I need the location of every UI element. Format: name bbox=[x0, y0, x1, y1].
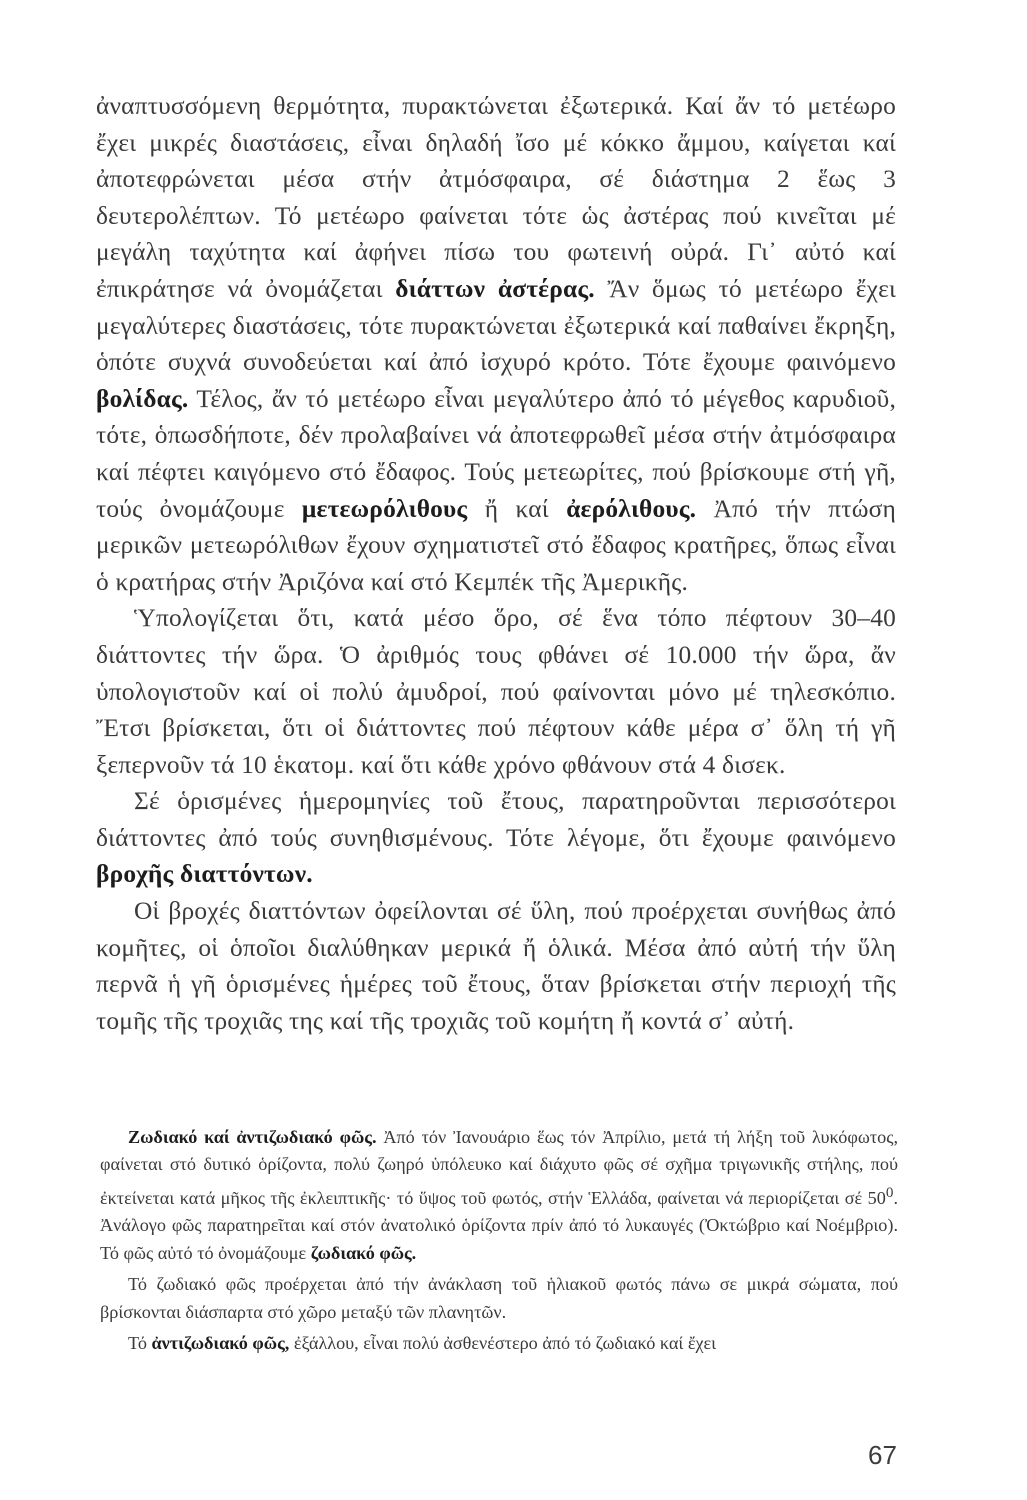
term-zodiacal-light: ζωδιακό φῶς. bbox=[310, 1242, 417, 1263]
small-print-section bbox=[100, 1124, 898, 1357]
term-shooting-star: διάττων ἀστέρας. bbox=[395, 274, 595, 303]
term-meteorites: μετεωρόλιθους bbox=[301, 494, 468, 523]
paragraph-meteor-showers: Σέ ὁρισμένες ἡμερομηνίες τοῦ ἔτους, παρατηροῦνται περισσότεροι διάττοντες ἀπό τούς συνηθισμένους. Τότε λέγομε, ὅτι ἔχουμε φαινόμενο βροχῆς διαττόντων. bbox=[96, 787, 896, 889]
term-gegenschein: ἀντιζωδιακό φῶς, bbox=[151, 1332, 290, 1353]
term-fireball: βολίδας. bbox=[96, 384, 189, 413]
term-meteor-shower: βροχῆς διαττόντων. bbox=[96, 860, 313, 889]
paragraph-gegenschein: Τό ἀντιζωδιακό φῶς, ἐξάλλου, εἶναι πολύ ἀσθενέστερο ἀπό τό ζωδιακό καί ἔχει bbox=[128, 1332, 717, 1353]
paragraph-zodiacal-origin: Τό ζωδιακό φῶς προέρχεται ἀπό τήν ἀνάκλαση τοῦ ἡλιακοῦ φωτός πάνω σε μικρά σώματα, πού βρίσκονται διάσπαρτα στό χῶρο μεταξύ τῶν πλανητῶν. bbox=[100, 1274, 898, 1322]
term-aerolites: ἀερόλιθους. bbox=[566, 494, 697, 523]
section-heading-zodiacal-light: Ζωδιακό καί ἀντιζωδιακό φῶς. bbox=[128, 1127, 377, 1147]
paragraph-zodiacal-light: Ζωδιακό καί ἀντιζωδιακό φῶς. Ἀπό τόν Ἰανουάριο ἕως τόν Ἀπρίλιο, μετά τή λήξη τοῦ λυκόφωτος, φαίνεται στό δυτικό ὁρίζοντα, πολύ ζωηρό ὑπόλευκο καί διάχυτο φῶς σέ σχῆμα τριγωνικῆς στήλης, πού ἐκτείνεται κατά μῆκος τῆς ἐκλειπτικῆς· τό ὕψος τοῦ φωτός, στήν Ἑλλάδα, φαίνεται νά περιορίζεται σέ $50^0$. Ἀνάλογο φῶς παρατηρεῖται καί στόν ἀνατολικό ὁρίζοντα πρίν ἀπό τό λυκαυγές (Ὀκτώβριο καί Νοέμβριο). Τό φῶς αὐτό τό ὀνομάζουμε ζωδιακό φῶς. bbox=[100, 1127, 898, 1263]
paragraph-shower-origin: Οἱ βροχές διαττόντων ὀφείλονται σέ ὕλη, πού προέρχεται συνήθως ἀπό κομῆτες, οἱ ὁποῖοι διαλύθηκαν μερικά ἤ ὁλικά. Μέσα ἀπό αὐτή τήν ὕλη περνᾶ ἡ γῆ ὁρισμένες ἡμέρες τοῦ ἔτους, ὅταν βρίσκεται στήν περιοχή τῆς τομῆς τῆς τροχιᾶς της καί τῆς τροχιᾶς τοῦ κομήτη ἤ κοντά σ᾿ αὐτή. bbox=[96, 897, 896, 1035]
page-number: 67 bbox=[868, 1440, 897, 1470]
paragraph-meteor-rate: Ὑπολογίζεται ὅτι, κατά μέσο ὅρο, σέ ἕνα τόπο πέφτουν 30–40 διάττοντες τήν ὥρα. Ὁ ἀριθμός τους φθάνει σέ 10.000 τήν ὥρα, ἄν ὑπολογιστοῦν καί οἱ πολύ ἀμυδροί, πού φαίνονται μόνο μέ τηλεσκόπιο. Ἔτσι βρίσκεται, ὅτι οἱ διάττοντες πού πέφτουν κάθε μέρα σ᾿ ὅλη τή γῆ ξεπερνοῦν τά 10 ἑκατομ. καί ὅτι κάθε χρόνο φθάνουν στά 4 δισεκ. bbox=[96, 604, 896, 779]
main-text bbox=[96, 88, 896, 1039]
paragraph-meteors: ἀναπτυσσόμενη θερμότητα, πυρακτώνεται ἐξωτερικά. Καί ἄν τό μετέωρο ἔχει μικρές διαστάσεις, εἶναι δηλαδή ἴσο μέ κόκκο ἄμμου, καίγεται καί ἀποτεφρώνεται μέσα στήν ἀτμόσφαιρα, σέ διάστημα 2 ἕως 3 δευτερολέπτων. Τό μετέωρο φαίνεται τότε ὡς ἀστέρας πού κινεῖται μέ μεγάλη ταχύτητα καί ἀφήνει πίσω του φωτεινή οὐρά. Γι᾿ αὐτό καί ἐπικράτησε νά ὀνομάζεται διάττων ἀστέρας. Ἄν ὅμως τό μετέωρο ἔχει μεγαλύτερες διαστάσεις, τότε πυρακτώνεται ἐξωτερικά καί παθαίνει ἔκρηξη, ὁπότε συχνά συνοδεύεται καί ἀπό ἰσχυρό κρότο. Τότε ἔχουμε φαινόμενο βολίδας. Τέλος, ἄν τό μετέωρο εἶναι μεγαλύτερο ἀπό τό μέγεθος καρυδιοῦ, τότε, ὁπωσδήποτε, δέν προλαβαίνει νά ἀποτεφρωθεῖ μέσα στήν ἀτμόσφαιρα καί πέφτει καιγόμενο στό ἔδαφος. Τούς μετεωρίτες, πού βρίσκουμε στή γῆ, τούς ὀνομάζουμε μετεωρόλιθους ἤ καί ἀερόλιθους. Ἀπό τήν πτώση μερικῶν μετεωρόλιθων ἔχουν σχηματιστεῖ στό ἔδαφος κρατῆρες, ὅπως εἶναι ὁ κρατήρας στήν Ἀριζόνα καί στό Κεμπέκ τῆς Ἀμερικῆς. bbox=[96, 92, 896, 596]
